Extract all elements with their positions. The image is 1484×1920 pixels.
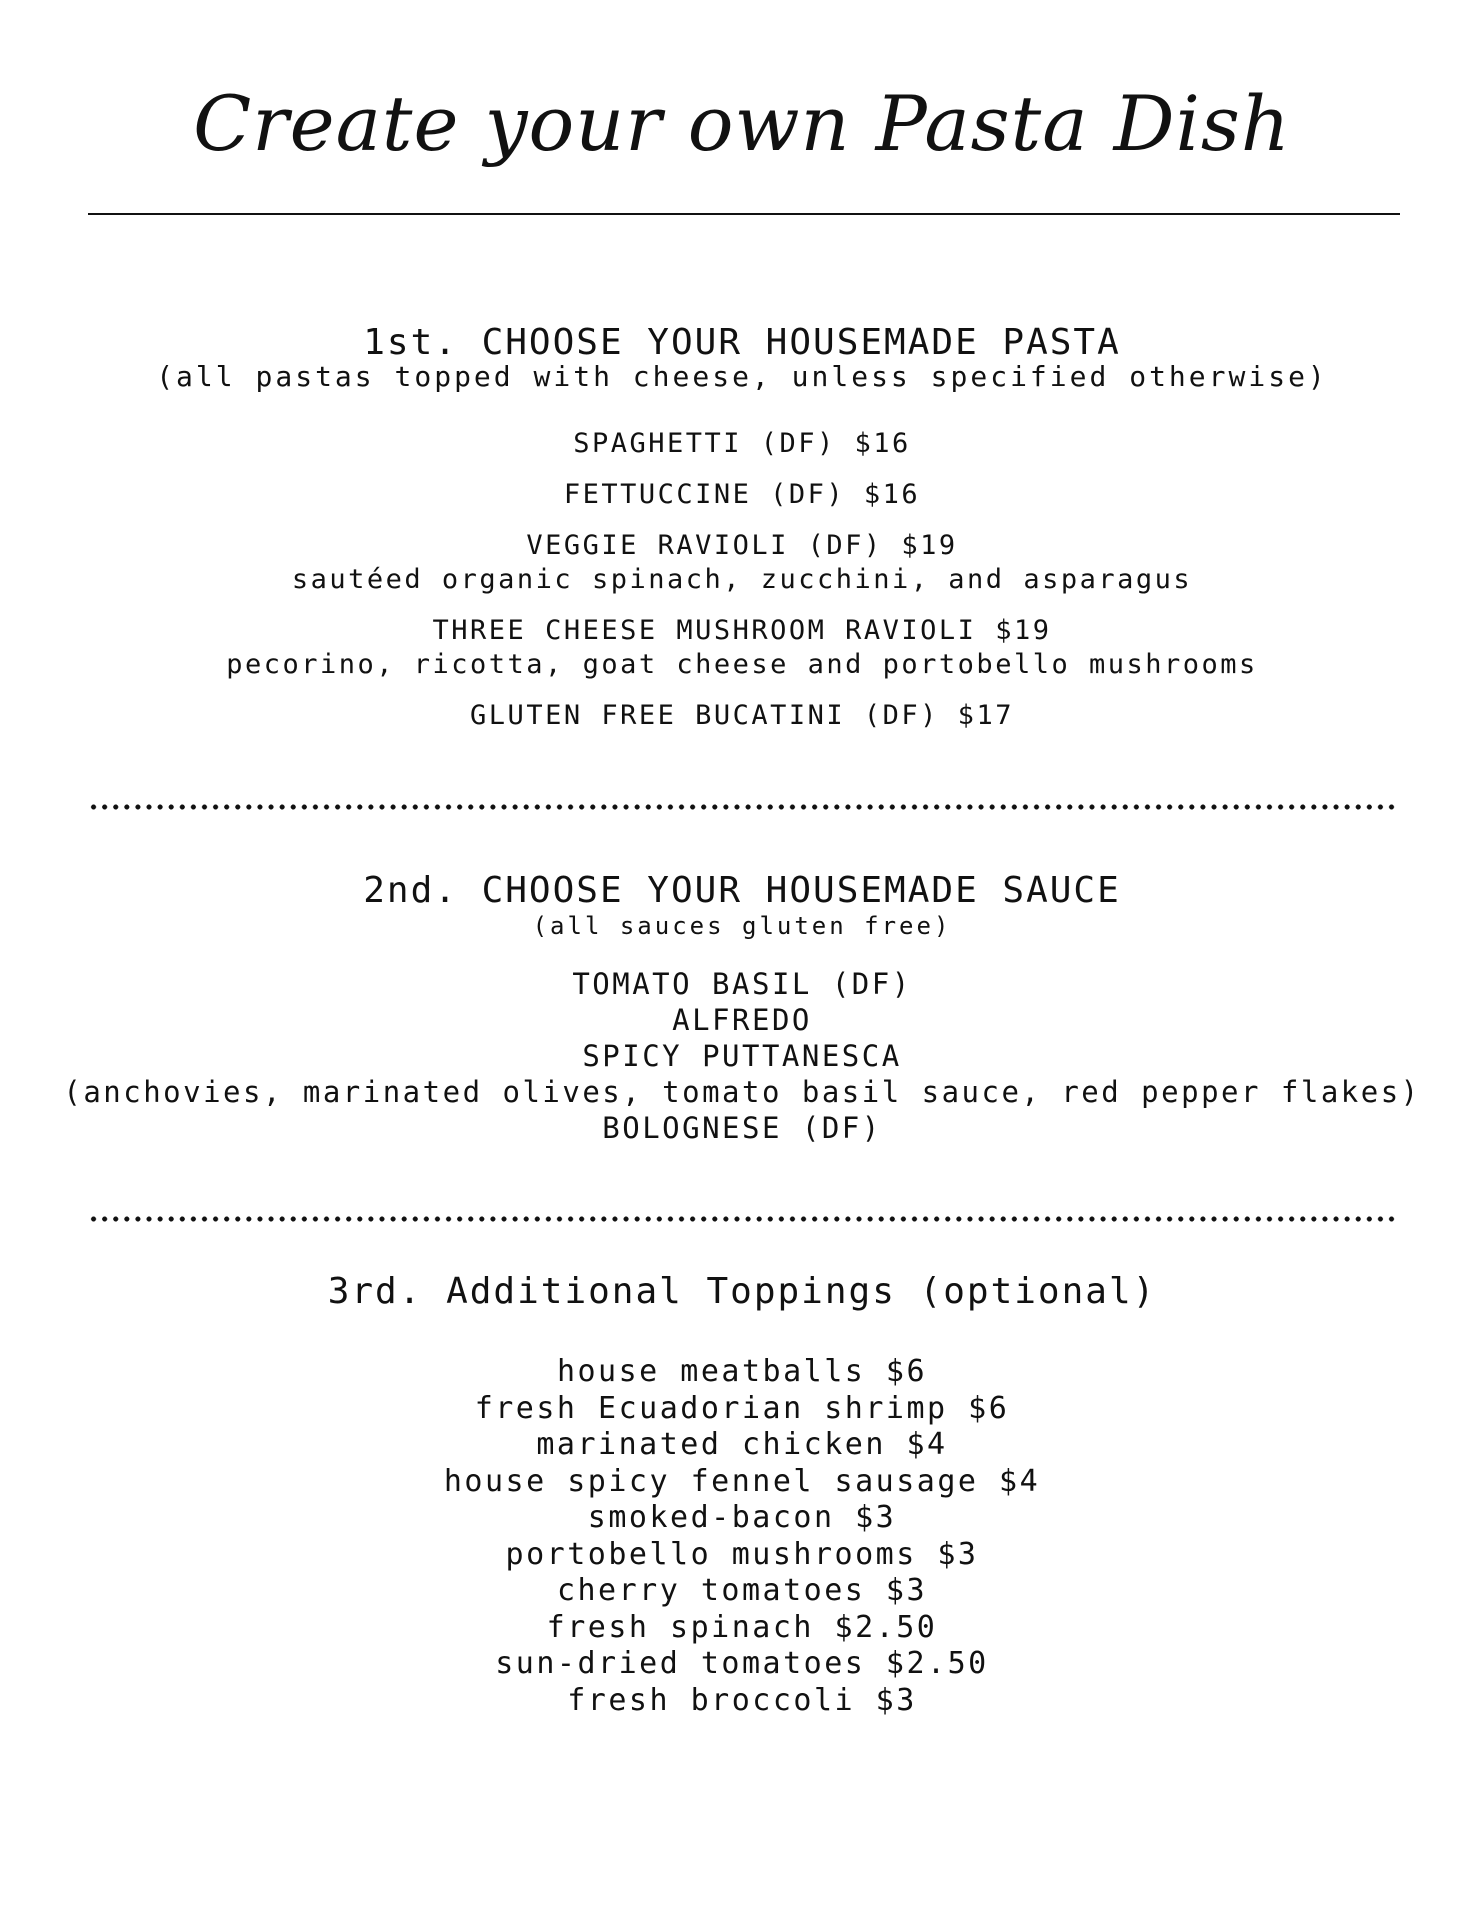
topping-item: sun-dried tomatoes $2.50 [495, 1646, 989, 1681]
topping-item: cherry tomatoes $3 [556, 1573, 928, 1608]
sauce-item-spicy-puttanesca: SPICY PUTTANESCA [582, 1039, 902, 1073]
topping-item: house meatballs $6 [556, 1354, 928, 1389]
pasta-item-mushroom-ravioli: THREE CHEESE MUSHROOM RAVIOLI $19 [432, 615, 1052, 646]
pasta-section-note: (all pastas topped with cheese, unless specified otherwise) [156, 360, 1328, 393]
topping-item: smoked-bacon $3 [587, 1500, 897, 1535]
toppings-section-heading: 3rd. Additional Toppings (optional) [327, 1271, 1157, 1312]
sauce-list [0, 966, 1484, 1146]
pasta-item-fettuccine: FETTUCCINE (DF) $16 [563, 479, 921, 510]
section-divider-1 [88, 804, 1396, 810]
sauce-item-bolognese: BOLOGNESE (DF) [602, 1111, 882, 1145]
topping-item: fresh spinach $2.50 [546, 1609, 938, 1645]
pasta-item-veggie-ravioli-description: sautéed organic spinach, zucchini, and asparagus [291, 564, 1193, 595]
topping-item: house spicy fennel sausage $4 [443, 1463, 1041, 1499]
sauce-item-tomato-basil: TOMATO BASIL (DF) [572, 967, 912, 1001]
pasta-item-gluten-free-bucatini: GLUTEN FREE BUCATINI (DF) $17 [470, 700, 1014, 731]
toppings-list [0, 1354, 1484, 1719]
topping-item: fresh broccoli $3 [567, 1682, 917, 1718]
topping-item: marinated chicken $4 [536, 1427, 948, 1462]
topping-item: fresh Ecuadorian shrimp $6 [474, 1390, 1010, 1426]
sauce-section-note: (all sauces gluten free) [532, 912, 952, 940]
title-divider [88, 213, 1400, 215]
pasta-item-spaghetti: SPAGHETTI (DF) $16 [573, 428, 911, 459]
topping-item: portobello mushrooms $3 [505, 1536, 979, 1572]
menu-title: Create your own Pasta Dish [193, 79, 1291, 168]
sauce-item-spicy-puttanesca-description: (anchovies, marinated olives, tomato basil sauce, red pepper flakes) [63, 1075, 1421, 1109]
pasta-section-heading: 1st. CHOOSE YOUR HOUSEMADE PASTA [363, 322, 1121, 363]
pasta-item-mushroom-ravioli-description: pecorino, ricotta, goat cheese and portobello mushrooms [226, 649, 1258, 680]
sauce-section-heading: 2nd. CHOOSE YOUR HOUSEMADE SAUCE [363, 870, 1121, 911]
pasta-item-veggie-ravioli: VEGGIE RAVIOLI (DF) $19 [526, 530, 958, 561]
section-divider-2 [88, 1216, 1396, 1222]
sauce-item-alfredo: ALFREDO [672, 1003, 812, 1037]
